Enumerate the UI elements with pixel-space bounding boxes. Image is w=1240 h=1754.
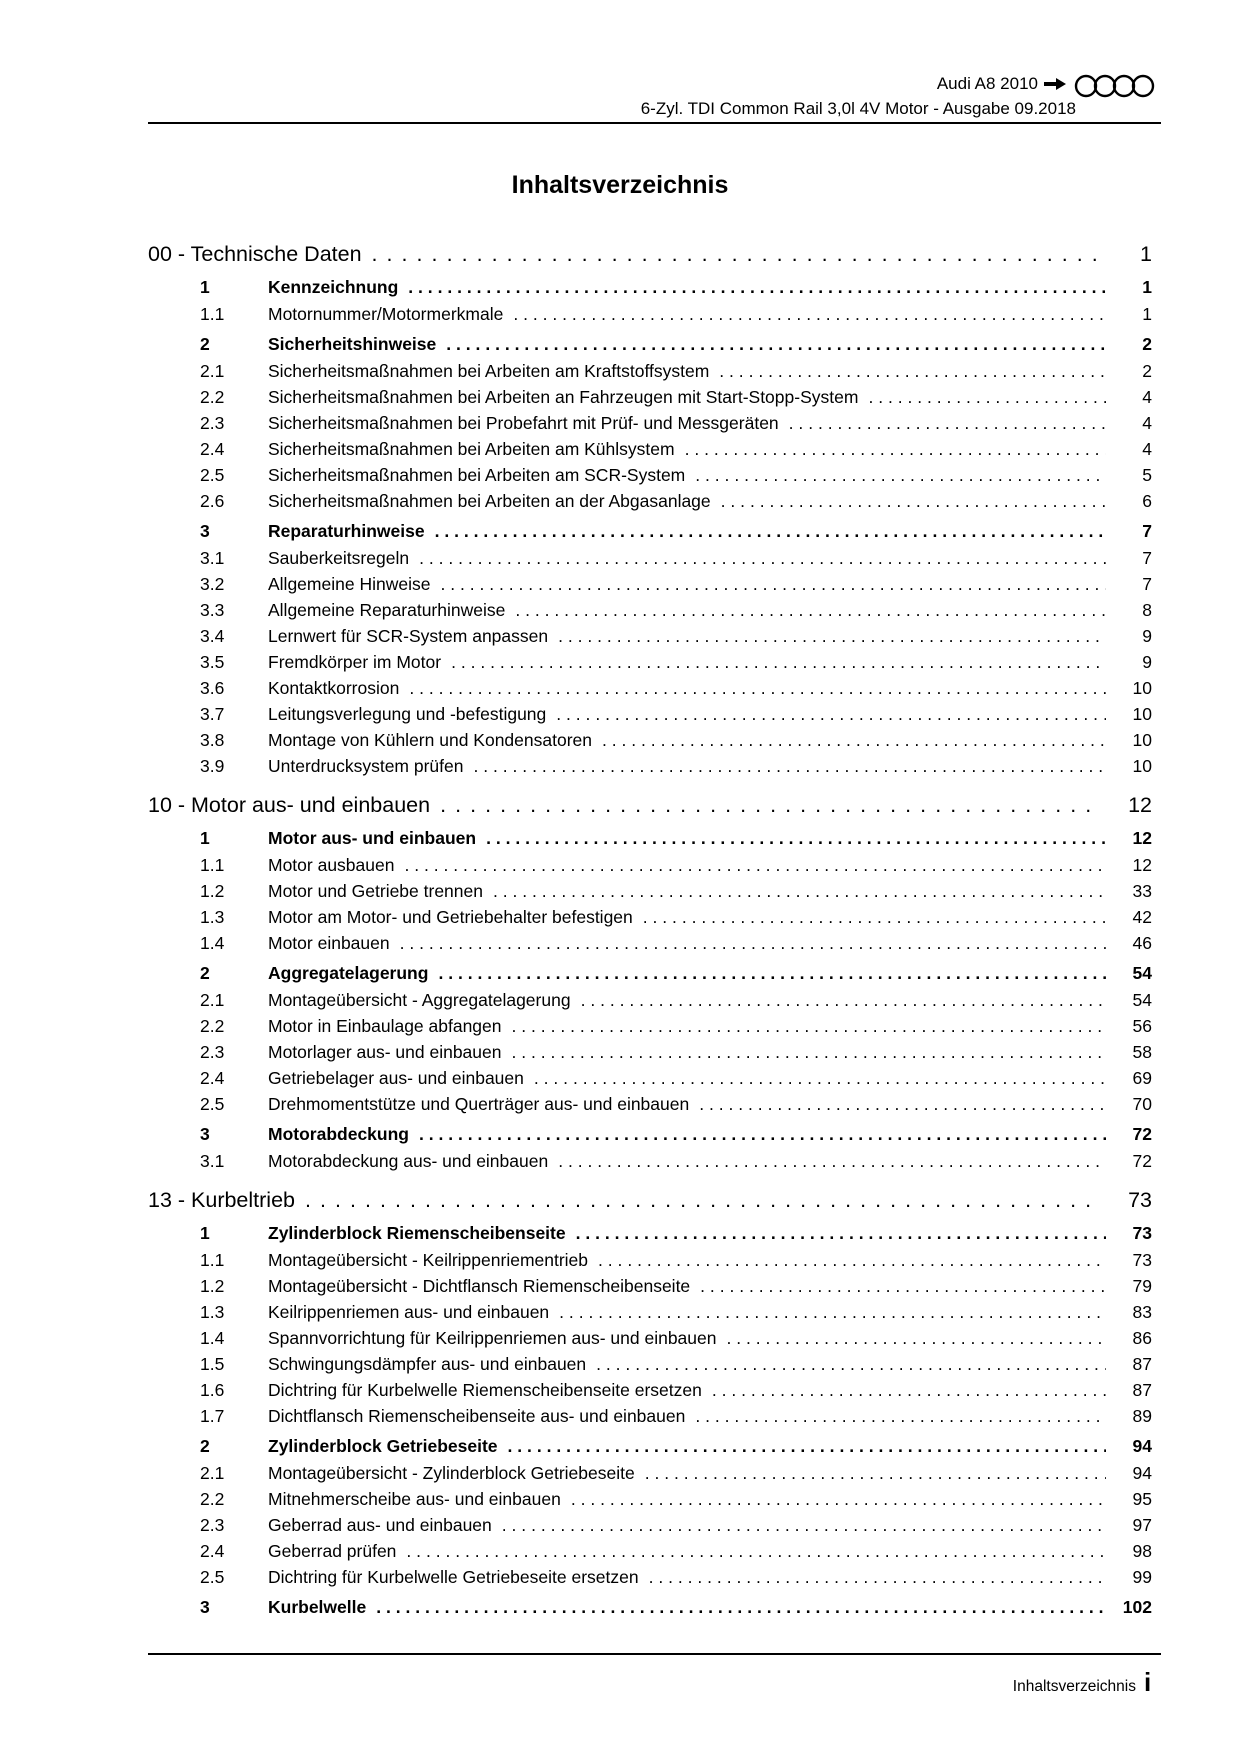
toc-section[interactable]	[148, 1220, 1152, 1247]
toc-entry-page: 9	[1142, 626, 1152, 646]
toc-section[interactable]	[148, 1433, 1152, 1460]
toc-leader-dots	[695, 1403, 1106, 1429]
toc-entry-number: 1.4	[200, 933, 225, 953]
toc-entry-title: Motor aus- und einbauen	[268, 828, 477, 848]
toc-entry-number: 2	[200, 963, 210, 983]
toc-entry-title: Montageübersicht - Dichtflansch Riemenscheibenseite	[268, 1276, 691, 1296]
toc-entry-title: Montageübersicht - Zylinderblock Getriebeseite	[268, 1463, 635, 1483]
toc-entry-page: 12	[1128, 793, 1152, 817]
toc-entry-title: Reparaturhinweise	[268, 521, 425, 541]
toc-section[interactable]	[148, 825, 1152, 852]
table-of-contents	[148, 238, 1152, 1621]
toc-subsection[interactable]	[148, 1039, 1152, 1065]
toc-entry-title: 13 - Kurbeltrieb	[148, 1188, 295, 1212]
toc-leader-dots	[598, 1247, 1106, 1273]
toc-entry-page: 10	[1132, 678, 1152, 698]
toc-entry-number: 1.3	[200, 907, 225, 927]
toc-entry-number: 1.6	[200, 1380, 225, 1400]
audi-rings-logo-icon	[1073, 74, 1159, 98]
toc-entry-title: Kurbelwelle	[268, 1597, 367, 1617]
toc-entry-page: 54	[1132, 963, 1152, 983]
page-title: Inhaltsverzeichnis	[511, 171, 729, 199]
toc-entry-page: 7	[1142, 521, 1152, 541]
toc-entry-number: 3.6	[200, 678, 225, 698]
toc-leader-dots	[695, 462, 1106, 488]
header-title: Audi A8 2010	[936, 74, 1038, 93]
toc-entry-page: 102	[1122, 1597, 1152, 1617]
toc-entry-title: Allgemeine Reparaturhinweise	[268, 600, 506, 620]
toc-entry-page: 1	[1142, 304, 1152, 324]
toc-entry-page: 73	[1132, 1250, 1152, 1270]
toc-entry-title: Schwingungsdämpfer aus- und einbauen	[268, 1354, 587, 1374]
toc-entry-page: 10	[1132, 756, 1152, 776]
toc-entry-page: 42	[1132, 907, 1152, 927]
toc-entry-number: 1.1	[200, 1250, 225, 1270]
toc-entry-number: 2.1	[200, 990, 225, 1010]
toc-entry-number: 3.1	[200, 548, 225, 568]
toc-entry-page: 46	[1132, 933, 1152, 953]
toc-entry-number: 1	[200, 1223, 210, 1243]
toc-subsection[interactable]	[148, 1247, 1152, 1273]
toc-subsection[interactable]	[148, 1486, 1152, 1512]
toc-entry-title: Motor und Getriebe trennen	[268, 881, 483, 901]
toc-entry-page: 99	[1132, 1567, 1152, 1587]
toc-entry-number: 1	[200, 277, 210, 297]
toc-leader-dots	[513, 301, 1106, 327]
toc-entry-title: Kontaktkorrosion	[268, 678, 400, 698]
toc-section[interactable]	[148, 1594, 1152, 1621]
toc-entry-page: 9	[1142, 652, 1152, 672]
toc-chapter[interactable]	[148, 238, 1152, 270]
toc-leader-dots	[581, 987, 1106, 1013]
toc-entry-title: Motorabdeckung	[268, 1124, 409, 1144]
toc-entry-page: 1	[1140, 242, 1152, 266]
toc-entry-title: Allgemeine Hinweise	[268, 574, 431, 594]
toc-entry-title: Sicherheitsmaßnahmen bei Arbeiten an der Abgasanlage	[268, 491, 711, 511]
toc-entry-title: 10 - Motor aus- und einbauen	[148, 793, 431, 817]
toc-entry-page: 95	[1132, 1489, 1152, 1509]
toc-entry-number: 1.2	[200, 1276, 225, 1296]
toc-subsection[interactable]	[148, 462, 1152, 488]
toc-leader-dots	[512, 1039, 1107, 1065]
toc-entry-title: Mitnehmerscheibe aus- und einbauen	[268, 1489, 561, 1509]
toc-entry-title: Kennzeichnung	[268, 277, 399, 297]
toc-entry-number: 2.2	[200, 1489, 225, 1509]
toc-leader-dots	[699, 1091, 1106, 1117]
toc-section[interactable]	[148, 1121, 1152, 1148]
toc-entry-page: 8	[1142, 600, 1152, 620]
toc-entry-title: Sicherheitsmaßnahmen bei Arbeiten an Fahrzeugen mit Start-Stopp-System	[268, 387, 859, 407]
toc-leader-dots	[305, 1184, 1098, 1216]
toc-leader-dots	[534, 1065, 1106, 1091]
toc-entry-number: 3.7	[200, 704, 225, 724]
toc-entry-title: Dichtring für Kurbelwelle Getriebeseite ersetzen	[268, 1567, 639, 1587]
toc-leader-dots	[596, 1351, 1106, 1377]
toc-leader-dots	[409, 675, 1106, 701]
toc-leader-dots	[559, 1299, 1106, 1325]
toc-entry-page: 79	[1132, 1276, 1152, 1296]
toc-entry-title: Aggregatelagerung	[268, 963, 429, 983]
toc-entry-number: 3.4	[200, 626, 225, 646]
toc-subsection[interactable]	[148, 384, 1152, 410]
toc-entry-number: 1.3	[200, 1302, 225, 1322]
toc-leader-dots	[440, 571, 1106, 597]
toc-entry-title: Montage von Kühlern und Kondensatoren	[268, 730, 592, 750]
arrow-right-icon	[1044, 77, 1066, 91]
toc-entry-page: 4	[1142, 387, 1152, 407]
toc-entry-number: 2.6	[200, 491, 225, 511]
toc-entry-title: Dichtring für Kurbelwelle Riemenscheibenseite ersetzen	[268, 1380, 702, 1400]
toc-entry-number: 1.4	[200, 1328, 225, 1348]
toc-leader-dots	[643, 904, 1106, 930]
toc-entry-number: 3.1	[200, 1151, 225, 1171]
toc-subsection[interactable]	[148, 1148, 1152, 1174]
toc-leader-dots	[721, 488, 1106, 514]
toc-entry-title: Motornummer/Motormerkmale	[268, 304, 504, 324]
toc-entry-title: Motorlager aus- und einbauen	[268, 1042, 502, 1062]
toc-entry-title: Lernwert für SCR-System anpassen	[268, 626, 549, 646]
toc-entry-page: 12	[1132, 855, 1152, 875]
toc-entry-title: Motorabdeckung aus- und einbauen	[268, 1151, 549, 1171]
toc-entry-number: 2.5	[200, 465, 225, 485]
toc-entry-page: 6	[1142, 491, 1152, 511]
toc-subsection[interactable]	[148, 753, 1152, 779]
toc-entry-number: 3	[200, 1124, 210, 1144]
toc-entry-page: 89	[1132, 1406, 1152, 1426]
toc-entry-number: 2.3	[200, 1515, 225, 1535]
toc-entry-title: Dichtflansch Riemenscheibenseite aus- und einbauen	[268, 1406, 686, 1426]
toc-leader-dots	[558, 623, 1106, 649]
toc-leader-dots	[508, 1433, 1106, 1460]
toc-entry-title: Zylinderblock Riemenscheibenseite	[268, 1223, 566, 1243]
toc-subsection[interactable]	[148, 1564, 1152, 1590]
toc-section[interactable]	[148, 274, 1152, 301]
toc-entry-page: 98	[1132, 1541, 1152, 1561]
toc-leader-dots	[474, 753, 1107, 779]
toc-subsection[interactable]	[148, 410, 1152, 436]
toc-leader-dots	[400, 930, 1106, 956]
toc-subsection[interactable]	[148, 436, 1152, 462]
toc-leader-dots	[451, 649, 1106, 675]
toc-entry-page: 70	[1132, 1094, 1152, 1114]
toc-entry-title: Sicherheitsmaßnahmen bei Probefahrt mit Prüf- und Messgeräten	[268, 413, 779, 433]
toc-entry-page: 87	[1132, 1380, 1152, 1400]
toc-entry-number: 2.4	[200, 1541, 225, 1561]
toc-entry-page: 2	[1142, 334, 1152, 354]
toc-entry-title: Motor einbauen	[268, 933, 390, 953]
toc-entry-title: Montageübersicht - Aggregatelagerung	[268, 990, 571, 1010]
toc-leader-dots	[700, 1273, 1106, 1299]
toc-subsection[interactable]	[148, 545, 1152, 571]
footer-divider	[148, 1653, 1161, 1655]
header-divider	[148, 122, 1161, 124]
toc-entry-number: 3.8	[200, 730, 225, 750]
toc-subsection[interactable]	[148, 1538, 1152, 1564]
toc-subsection[interactable]	[148, 358, 1152, 384]
toc-entry-page: 10	[1132, 704, 1152, 724]
toc-entry-page: 73	[1132, 1223, 1152, 1243]
toc-entry-number: 1.2	[200, 881, 225, 901]
toc-entry-page: 1	[1142, 277, 1152, 297]
toc-leader-dots	[419, 545, 1106, 571]
toc-entry-page: 10	[1132, 730, 1152, 750]
toc-leader-dots	[685, 436, 1106, 462]
toc-entry-page: 97	[1132, 1515, 1152, 1535]
toc-entry-number: 2.4	[200, 439, 225, 459]
toc-entry-page: 94	[1132, 1436, 1152, 1456]
toc-entry-title: Geberrad aus- und einbauen	[268, 1515, 492, 1535]
toc-entry-title: Spannvorrichtung für Keilrippenriemen aus- und einbauen	[268, 1328, 717, 1348]
toc-entry-title: Leitungsverlegung und -befestigung	[268, 704, 547, 724]
toc-subsection[interactable]	[148, 623, 1152, 649]
toc-subsection[interactable]	[148, 852, 1152, 878]
toc-entry-title: Sicherheitsmaßnahmen bei Arbeiten am Kraftstoffsystem	[268, 361, 710, 381]
toc-entry-page: 56	[1132, 1016, 1152, 1036]
toc-subsection[interactable]	[148, 1013, 1152, 1039]
toc-leader-dots	[645, 1460, 1106, 1486]
toc-entry-page: 7	[1142, 574, 1152, 594]
toc-leader-dots	[438, 960, 1106, 987]
toc-subsection[interactable]	[148, 597, 1152, 623]
toc-entry-page: 7	[1142, 548, 1152, 568]
toc-entry-page: 69	[1132, 1068, 1152, 1088]
toc-subsection[interactable]	[148, 1325, 1152, 1351]
toc-subsection[interactable]	[148, 675, 1152, 701]
toc-entry-title: Getriebelager aus- und einbauen	[268, 1068, 524, 1088]
toc-entry-title: Zylinderblock Getriebeseite	[268, 1436, 498, 1456]
toc-section[interactable]	[148, 518, 1152, 545]
toc-entry-title: Geberrad prüfen	[268, 1541, 397, 1561]
toc-entry-page: 94	[1132, 1463, 1152, 1483]
toc-entry-number: 3.9	[200, 756, 225, 776]
toc-leader-dots	[376, 1594, 1106, 1621]
toc-subsection[interactable]	[148, 1065, 1152, 1091]
toc-leader-dots	[372, 238, 1098, 270]
toc-entry-title: Motor in Einbaulage abfangen	[268, 1016, 502, 1036]
toc-subsection[interactable]	[148, 649, 1152, 675]
toc-entry-title: Unterdrucksystem prüfen	[268, 756, 464, 776]
toc-entry-number: 2.1	[200, 1463, 225, 1483]
toc-entry-title: Sicherheitsmaßnahmen bei Arbeiten am Kühlsystem	[268, 439, 675, 459]
toc-entry-number: 2.3	[200, 413, 225, 433]
toc-entry-title: Sicherheitsmaßnahmen bei Arbeiten am SCR-System	[268, 465, 686, 485]
toc-entry-number: 3.5	[200, 652, 225, 672]
toc-entry-number: 1.1	[200, 304, 225, 324]
toc-entry-page: 4	[1142, 413, 1152, 433]
toc-leader-dots	[726, 1325, 1106, 1351]
toc-entry-title: Drehmomentstütze und Querträger aus- und einbauen	[268, 1094, 690, 1114]
toc-leader-dots	[486, 825, 1106, 852]
toc-entry-title: Motor ausbauen	[268, 855, 395, 875]
toc-entry-number: 2.3	[200, 1042, 225, 1062]
toc-entry-title: 00 - Technische Daten	[148, 242, 362, 266]
toc-chapter[interactable]	[148, 1184, 1152, 1216]
toc-entry-title: Sicherheitshinweise	[268, 334, 437, 354]
toc-entry-number: 1.7	[200, 1406, 225, 1426]
toc-entry-page: 72	[1132, 1124, 1152, 1144]
toc-leader-dots	[558, 1148, 1106, 1174]
toc-subsection[interactable]	[148, 488, 1152, 514]
toc-subsection[interactable]	[148, 1091, 1152, 1117]
toc-subsection[interactable]	[148, 1351, 1152, 1377]
toc-subsection[interactable]	[148, 904, 1152, 930]
toc-chapter[interactable]	[148, 789, 1152, 821]
footer-page-number: i	[1144, 1667, 1152, 1697]
toc-subsection[interactable]	[148, 1460, 1152, 1486]
toc-entry-number: 3.2	[200, 574, 225, 594]
footer-label: Inhaltsverzeichnis	[1012, 1678, 1136, 1695]
toc-entry-page: 4	[1142, 439, 1152, 459]
toc-entry-number: 1	[200, 828, 210, 848]
toc-leader-dots	[602, 727, 1106, 753]
toc-leader-dots	[515, 597, 1106, 623]
header-subtitle: 6-Zyl. TDI Common Rail 3,0l 4V Motor - Ausgabe 09.2018	[640, 99, 1076, 118]
toc-subsection[interactable]	[148, 727, 1152, 753]
toc-entry-page: 87	[1132, 1354, 1152, 1374]
toc-entry-number: 3.3	[200, 600, 225, 620]
toc-leader-dots	[406, 1538, 1106, 1564]
toc-subsection[interactable]	[148, 1299, 1152, 1325]
toc-entry-page: 73	[1128, 1188, 1152, 1212]
toc-entry-page: 33	[1132, 881, 1152, 901]
toc-entry-title: Sauberkeitsregeln	[268, 548, 410, 568]
toc-entry-page: 2	[1142, 361, 1152, 381]
toc-subsection[interactable]	[148, 301, 1152, 327]
toc-subsection[interactable]	[148, 1377, 1152, 1403]
toc-subsection[interactable]	[148, 701, 1152, 727]
toc-leader-dots	[571, 1486, 1106, 1512]
toc-entry-number: 2	[200, 334, 210, 354]
toc-leader-dots	[404, 852, 1106, 878]
toc-leader-dots	[512, 1013, 1106, 1039]
toc-entry-page: 5	[1142, 465, 1152, 485]
toc-entry-number: 2	[200, 1436, 210, 1456]
toc-entry-page: 12	[1132, 828, 1152, 848]
toc-entry-number: 3	[200, 1597, 210, 1617]
toc-leader-dots	[435, 518, 1106, 545]
toc-entry-page: 86	[1132, 1328, 1152, 1348]
toc-subsection[interactable]	[148, 930, 1152, 956]
toc-leader-dots	[419, 1121, 1106, 1148]
toc-entry-number: 2.4	[200, 1068, 225, 1088]
toc-entry-number: 2.1	[200, 361, 225, 381]
toc-subsection[interactable]	[148, 1273, 1152, 1299]
toc-entry-title: Motor am Motor- und Getriebehalter befestigen	[268, 907, 633, 927]
toc-entry-number: 1.1	[200, 855, 225, 875]
toc-leader-dots	[576, 1220, 1106, 1247]
toc-section[interactable]	[148, 960, 1152, 987]
toc-leader-dots	[446, 331, 1106, 358]
toc-entry-number: 1.5	[200, 1354, 225, 1374]
toc-entry-title: Keilrippenriemen aus- und einbauen	[268, 1302, 550, 1322]
toc-leader-dots	[556, 701, 1106, 727]
toc-leader-dots	[868, 384, 1106, 410]
toc-subsection[interactable]	[148, 1403, 1152, 1429]
toc-entry-number: 2.5	[200, 1094, 225, 1114]
toc-section[interactable]	[148, 331, 1152, 358]
toc-subsection[interactable]	[148, 987, 1152, 1013]
toc-leader-dots	[493, 878, 1106, 904]
toc-leader-dots	[712, 1377, 1106, 1403]
toc-leader-dots	[408, 274, 1106, 301]
toc-entry-page: 58	[1132, 1042, 1152, 1062]
toc-entry-title: Fremdkörper im Motor	[268, 652, 442, 672]
toc-entry-number: 3	[200, 521, 210, 541]
toc-entry-number: 2.2	[200, 1016, 225, 1036]
toc-entry-page: 72	[1132, 1151, 1152, 1171]
toc-entry-number: 2.2	[200, 387, 225, 407]
toc-subsection[interactable]	[148, 1512, 1152, 1538]
toc-entry-title: Montageübersicht - Keilrippenriementrieb	[268, 1250, 589, 1270]
toc-leader-dots	[440, 789, 1098, 821]
toc-entry-page: 54	[1132, 990, 1152, 1010]
toc-leader-dots	[789, 410, 1106, 436]
toc-entry-number: 2.5	[200, 1567, 225, 1587]
toc-subsection[interactable]	[148, 878, 1152, 904]
toc-subsection[interactable]	[148, 571, 1152, 597]
toc-leader-dots	[719, 358, 1106, 384]
toc-entry-page: 83	[1132, 1302, 1152, 1322]
toc-leader-dots	[502, 1512, 1106, 1538]
toc-leader-dots	[649, 1564, 1106, 1590]
